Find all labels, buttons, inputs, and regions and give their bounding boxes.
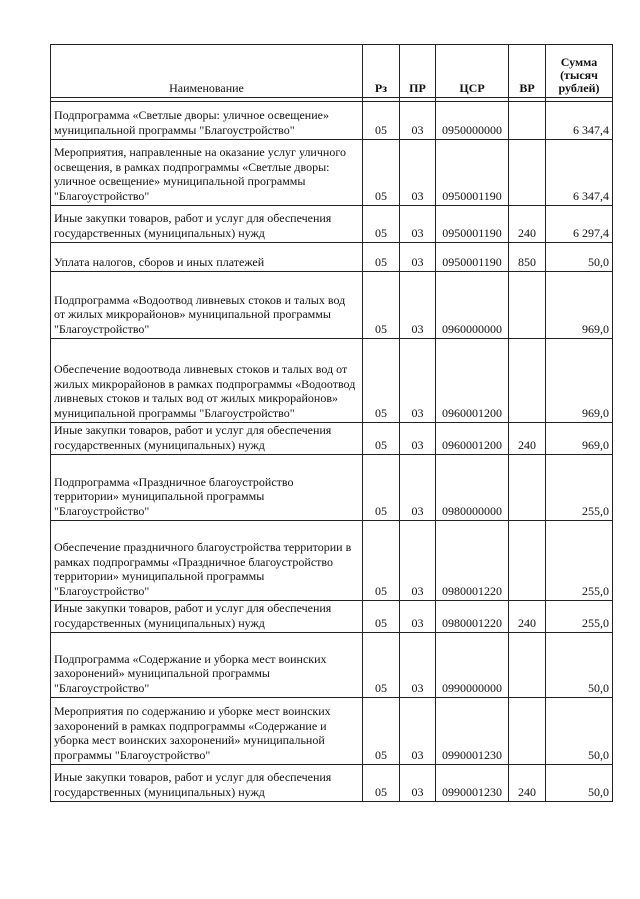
row-pr: 03 [400,102,436,140]
row-pr: 03 [400,339,436,423]
table-row [51,601,613,633]
row-csr: 0950001190 [436,140,509,206]
row-pr: 03 [400,601,436,633]
row-csr: 0950001190 [436,243,509,272]
row-name: Иные закупки товаров, работ и услуг для обеспечения государственных (муниципальных) нужд [51,765,363,802]
row-vr: 240 [509,423,546,455]
table-row [51,243,613,272]
row-csr: 0960001200 [436,423,509,455]
row-pr: 03 [400,140,436,206]
table-row [51,272,613,339]
row-name: Подпрограмма «Водоотвод ливневых стоков и талых вод от жилых микрорайонов» муниципальной программы "Благоустройство" [51,272,363,339]
row-csr: 0990001230 [436,698,509,765]
row-pr: 03 [400,206,436,243]
row-rz: 05 [363,272,400,339]
table-row [51,455,613,521]
table-row [51,765,613,802]
row-vr [509,339,546,423]
budget-table [50,44,613,802]
row-pr: 03 [400,633,436,698]
row-name: Обеспечение праздничного благоустройства территории в рамках подпрограммы «Праздничное благоустройство территории» муниципальной программы "Благоустройство" [51,521,363,601]
table-row [51,339,613,423]
row-rz: 05 [363,633,400,698]
row-sum: 6 347,4 [546,140,613,206]
header-sum [546,45,613,98]
header-row [51,45,613,98]
row-csr: 0980001220 [436,521,509,601]
header-name: Наименование [51,45,363,98]
row-vr [509,521,546,601]
row-csr: 0990000000 [436,633,509,698]
table-row [51,102,613,140]
table-row [51,140,613,206]
row-rz: 05 [363,423,400,455]
table-row [51,633,613,698]
row-csr: 0980001220 [436,601,509,633]
row-vr: 850 [509,243,546,272]
row-sum: 255,0 [546,521,613,601]
header-sum-line3: рублей) [558,81,600,95]
header-rz: Рз [363,45,400,98]
row-rz: 05 [363,140,400,206]
table-row [51,206,613,243]
row-pr: 03 [400,698,436,765]
row-sum: 969,0 [546,423,613,455]
row-rz: 05 [363,243,400,272]
table-row [51,698,613,765]
row-vr [509,140,546,206]
row-sum: 50,0 [546,765,613,802]
header-pr: ПР [400,45,436,98]
row-csr: 0950000000 [436,102,509,140]
row-csr: 0980000000 [436,455,509,521]
row-csr: 0960000000 [436,272,509,339]
row-csr: 0990001230 [436,765,509,802]
row-rz: 05 [363,698,400,765]
row-vr: 240 [509,765,546,802]
row-sum: 50,0 [546,633,613,698]
row-pr: 03 [400,243,436,272]
row-vr: 240 [509,601,546,633]
row-name: Мероприятия по содержанию и уборке мест воинских захоронений в рамках подпрограммы «Содержание и уборка мест воинских захоронений» муниципальной программы "Благоустройство" [51,698,363,765]
table-row [51,423,613,455]
row-pr: 03 [400,521,436,601]
table-body [51,102,613,802]
row-vr [509,272,546,339]
header-csr: ЦСР [436,45,509,98]
row-name: Обеспечение водоотвода ливневых стоков и талых вод от жилых микрорайонов в рамках подпрограммы «Водоотвод ливневых стоков и талых вод от жилых микрорайонов» муниципальной программы "Благоустройство" [51,339,363,423]
row-pr: 03 [400,765,436,802]
row-sum: 6 347,4 [546,102,613,140]
row-sum: 255,0 [546,601,613,633]
row-vr [509,102,546,140]
row-sum: 50,0 [546,243,613,272]
row-sum: 969,0 [546,272,613,339]
header-vr: ВР [509,45,546,98]
row-vr: 240 [509,206,546,243]
header-sum-line1: Сумма [560,55,598,69]
row-vr [509,698,546,765]
row-name: Подпрограмма «Праздничное благоустройство территории» муниципальной программы "Благоустройство" [51,455,363,521]
row-rz: 05 [363,765,400,802]
row-sum: 255,0 [546,455,613,521]
table-row [51,521,613,601]
row-csr: 0960001200 [436,339,509,423]
row-csr: 0950001190 [436,206,509,243]
row-name: Подпрограмма «Светлые дворы: уличное освещение» муниципальной программы "Благоустройство" [51,102,363,140]
row-name: Иные закупки товаров, работ и услуг для обеспечения государственных (муниципальных) нужд [51,601,363,633]
row-vr [509,455,546,521]
row-pr: 03 [400,423,436,455]
row-vr [509,633,546,698]
header-sum-line2: (тысяч [560,68,598,82]
row-rz: 05 [363,339,400,423]
row-name: Иные закупки товаров, работ и услуг для обеспечения государственных (муниципальных) нужд [51,423,363,455]
row-rz: 05 [363,455,400,521]
row-name: Мероприятия, направленные на оказание услуг уличного освещения, в рамках подпрограммы «Светлые дворы: уличное освещение» муниципальной программы "Благоустройство" [51,140,363,206]
row-rz: 05 [363,206,400,243]
row-sum: 6 297,4 [546,206,613,243]
row-rz: 05 [363,521,400,601]
row-rz: 05 [363,102,400,140]
row-name: Подпрограмма «Содержание и уборка мест воинских захоронений» муниципальной программы "Благоустройство" [51,633,363,698]
row-rz: 05 [363,601,400,633]
row-sum: 969,0 [546,339,613,423]
row-name: Уплата налогов, сборов и иных платежей [51,243,363,272]
row-pr: 03 [400,272,436,339]
row-name: Иные закупки товаров, работ и услуг для обеспечения государственных (муниципальных) нужд [51,206,363,243]
row-pr: 03 [400,455,436,521]
row-sum: 50,0 [546,698,613,765]
